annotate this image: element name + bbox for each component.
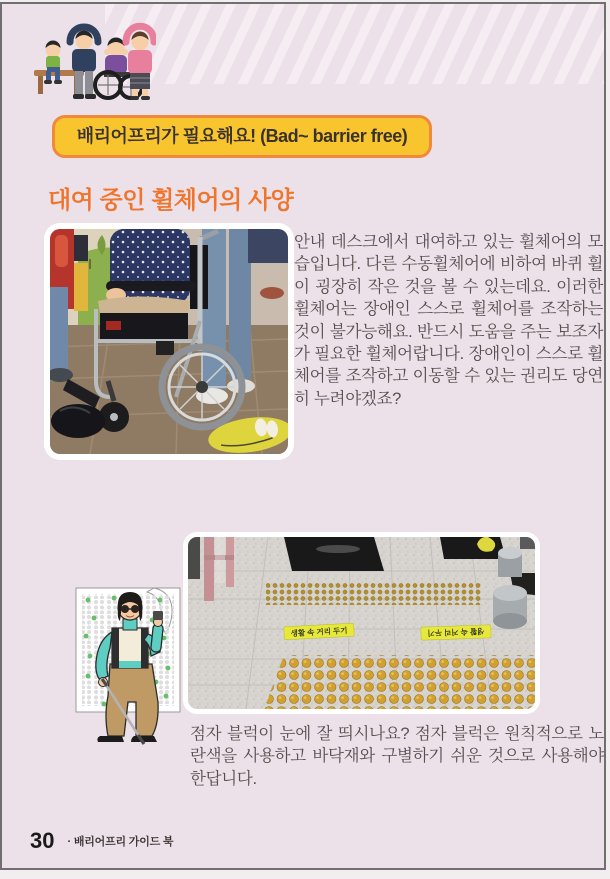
footer-book-title: 배리어프리 가이드 북 bbox=[73, 836, 174, 848]
floor-sticker-left-label: 생활 속 거리 두기 bbox=[290, 626, 348, 638]
floor-sticker-right-label: 생활 속 거리 두기 bbox=[427, 626, 485, 638]
section-badge bbox=[52, 115, 432, 158]
page-title: 대여 중인 휠체어의 사양 bbox=[48, 187, 294, 214]
wheelchair-photo-image bbox=[50, 229, 288, 454]
blind-person-cane-illustration bbox=[60, 584, 200, 752]
guidebook-page bbox=[0, 2, 606, 870]
family-heart-wheelchair-illustration bbox=[32, 8, 156, 104]
page-number: 30 bbox=[30, 828, 55, 853]
wheelchair-paragraph: 안내 데스크에서 대여하고 있는 휠체어의 모습입니다. 다른 수동휠체어에 비하여 바퀴 휠이 굉장히 작은 것을 볼 수 있는데요. 이러한 휠체어는 장애인 스스로 휠체어를 조작하는 것이 불가능해요. 반드시 도움을 주는 보조자가 필요한 휠체어랍니다. 장애인이 스스로 휠체어를 조작하고 이동할 수 있는 권리도 당연히 누려야겠죠? bbox=[294, 233, 603, 408]
page-footer bbox=[30, 828, 430, 854]
wheelchair-photo bbox=[44, 223, 294, 460]
diagonal-stripes-decoration bbox=[105, 4, 604, 84]
floor-sticker-right bbox=[421, 625, 491, 640]
footer-separator: · bbox=[67, 836, 71, 848]
braille-paragraph: 점자 블럭이 눈에 잘 띄시나요? 점자 블럭은 원칙적으로 노란색을 사용하고 바닥재와 구별하기 쉬운 것으로 사용해야 한답니다. bbox=[190, 725, 604, 788]
section-badge-label: 배리어프리가 필요해요! (Bad~ barrier free) bbox=[76, 126, 408, 146]
tactile-paving-photo bbox=[183, 532, 540, 714]
tactile-paving-photo-image bbox=[188, 537, 535, 709]
